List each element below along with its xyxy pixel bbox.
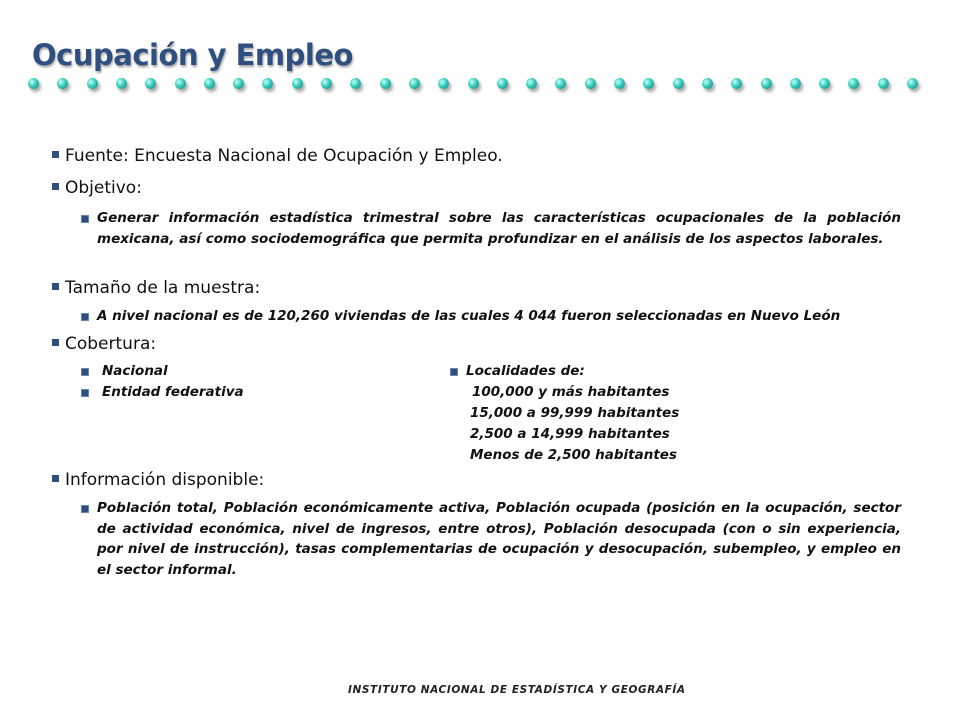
- footer-institution: INSTITUTO NACIONAL DE ESTADÍSTICA Y GEOGRAFÍA: [348, 684, 686, 696]
- objetivo-label: Objetivo:: [65, 178, 142, 198]
- decorative-dot: [175, 78, 186, 89]
- info-item: [97, 498, 901, 580]
- localidad-1: 100,000 y más habitantes: [472, 384, 670, 400]
- decorative-dot: [731, 78, 742, 89]
- bullet-square-icon: [52, 151, 59, 158]
- decorative-dot: [145, 78, 156, 89]
- bullet-info: [52, 470, 264, 490]
- bullet-cobertura: [52, 334, 156, 354]
- fuente-text: Fuente: Encuesta Nacional de Ocupación y Empleo.: [65, 146, 503, 166]
- decorative-dot: [233, 78, 244, 89]
- decorative-dot: [819, 78, 830, 89]
- decorative-dot: [878, 78, 889, 89]
- bullet-square-icon: [52, 183, 59, 190]
- cobertura-entidad-text: Entidad federativa: [102, 384, 244, 400]
- decorative-dot: [907, 78, 918, 89]
- info-label: Información disponible:: [65, 470, 265, 490]
- localidades-label: Localidades de:: [466, 363, 585, 379]
- decorative-dot: [204, 78, 215, 89]
- decorative-dot: [497, 78, 508, 89]
- objetivo-text: Generar información estadística trimestral sobre las características ocupacionales de la población mexicana, así como sociodemográfica que permita profundizar en el análisis de los aspectos laborales.: [97, 210, 901, 247]
- decorative-dot: [262, 78, 273, 89]
- tamano-text: A nivel nacional es de 120,260 viviendas de las cuales 4 044 fueron seleccionadas en Nuevo León: [97, 308, 841, 324]
- bullet-square-icon: [450, 368, 458, 376]
- decorative-dot: [321, 78, 332, 89]
- tamano-item: [97, 306, 907, 327]
- decorative-dot: [614, 78, 625, 89]
- page-title: Ocupación y Empleo: [32, 38, 353, 72]
- cobertura-item-entidad: [102, 382, 244, 403]
- bullet-fuente: [52, 146, 503, 166]
- cobertura-nacional-text: Nacional: [102, 363, 168, 379]
- tamano-label: Tamaño de la muestra:: [65, 278, 261, 298]
- bullet-square-icon: [81, 368, 89, 376]
- localidad-3: 2,500 a 14,999 habitantes: [470, 426, 670, 442]
- decorative-dot: [292, 78, 303, 89]
- decorative-dot: [585, 78, 596, 89]
- bullet-square-icon: [81, 505, 89, 513]
- decorative-dot: [116, 78, 127, 89]
- decorative-dot-row: [28, 78, 938, 98]
- decorative-dot: [350, 78, 361, 89]
- bullet-square-icon: [81, 313, 89, 321]
- decorative-dot: [555, 78, 566, 89]
- bullet-square-icon: [52, 283, 59, 290]
- decorative-dot: [468, 78, 479, 89]
- decorative-dot: [57, 78, 68, 89]
- decorative-dot: [380, 78, 391, 89]
- bullet-tamano: [52, 278, 260, 298]
- objetivo-item: [97, 208, 901, 249]
- decorative-dot: [438, 78, 449, 89]
- bullet-square-icon: [52, 339, 59, 346]
- cobertura-label: Cobertura:: [65, 334, 157, 354]
- bullet-square-icon: [52, 475, 59, 482]
- bullet-square-icon: [81, 389, 89, 397]
- decorative-dot: [28, 78, 39, 89]
- localidad-2: 15,000 a 99,999 habitantes: [470, 405, 680, 421]
- info-text: Población total, Población económicamente activa, Población ocupada (posición en la ocupación, sector de actividad económica, nivel de ingresos, entre otros), Población desocupada (con o sin experiencia, por nivel de instrucción), tasas complementarias de ocupación y desocupación, subempleo, y empleo en el sector informal.: [97, 500, 901, 578]
- bullet-objetivo: [52, 178, 142, 198]
- localidad-4: Menos de 2,500 habitantes: [470, 447, 677, 463]
- bullet-square-icon: [81, 215, 89, 223]
- decorative-dot: [87, 78, 98, 89]
- decorative-dot: [673, 78, 684, 89]
- decorative-dot: [702, 78, 713, 89]
- decorative-dot: [848, 78, 859, 89]
- decorative-dot: [526, 78, 537, 89]
- decorative-dot: [790, 78, 801, 89]
- cobertura-item-nacional: [102, 361, 168, 382]
- decorative-dot: [643, 78, 654, 89]
- decorative-dot: [409, 78, 420, 89]
- localidades-item: [466, 361, 585, 382]
- decorative-dot: [761, 78, 772, 89]
